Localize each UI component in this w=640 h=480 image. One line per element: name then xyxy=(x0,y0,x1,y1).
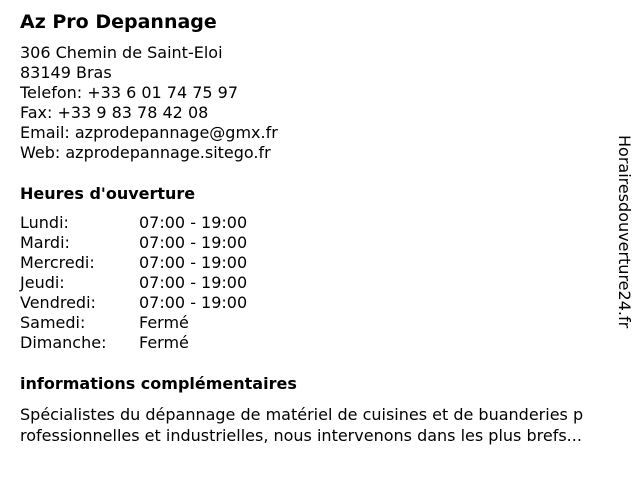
time-value: Fermé xyxy=(139,313,189,332)
time-value: 07:00 - 19:00 xyxy=(139,293,248,312)
hours-row-tuesday xyxy=(20,233,320,253)
opening-hours-list xyxy=(20,213,320,353)
hours-heading: Heures d'ouverture xyxy=(20,184,196,203)
info-line-2: rofessionnelles et industrielles, nous intervenons dans les plus brefs... xyxy=(20,426,582,445)
time-value: Fermé xyxy=(139,333,189,352)
info-heading: informations complémentaires xyxy=(20,374,297,393)
address-city: 83149 Bras xyxy=(20,63,112,82)
day-label: Samedi: xyxy=(20,313,86,332)
day-label: Jeudi: xyxy=(20,273,65,292)
info-description xyxy=(20,404,632,446)
brand-watermark: Horairesdouverture24.fr xyxy=(615,135,634,329)
business-name: Az Pro Depannage xyxy=(20,11,217,33)
website-url: Web: azprodepannage.sitego.fr xyxy=(20,143,271,162)
phone-number: Telefon: +33 6 01 74 75 97 xyxy=(20,83,239,102)
hours-row-friday xyxy=(20,293,320,313)
fax-number: Fax: +33 9 83 78 42 08 xyxy=(20,103,209,122)
time-value: 07:00 - 19:00 xyxy=(139,253,248,272)
day-label: Mercredi: xyxy=(20,253,95,272)
info-line-1: Spécialistes du dépannage de matériel de cuisines et de buanderies p xyxy=(20,405,584,424)
day-label: Vendredi: xyxy=(20,293,96,312)
hours-row-sunday xyxy=(20,333,320,353)
hours-row-wednesday xyxy=(20,253,320,273)
contact-details xyxy=(20,43,278,163)
hours-row-monday xyxy=(20,213,320,233)
time-value: 07:00 - 19:00 xyxy=(139,273,248,292)
time-value: 07:00 - 19:00 xyxy=(139,233,248,252)
email-address: Email: azprodepannage@gmx.fr xyxy=(20,123,278,142)
day-label: Lundi: xyxy=(20,213,69,232)
day-label: Dimanche: xyxy=(20,333,107,352)
address-street: 306 Chemin de Saint-Eloi xyxy=(20,43,223,62)
hours-row-thursday xyxy=(20,273,320,293)
day-label: Mardi: xyxy=(20,233,70,252)
hours-row-saturday xyxy=(20,313,320,333)
time-value: 07:00 - 19:00 xyxy=(139,213,248,232)
